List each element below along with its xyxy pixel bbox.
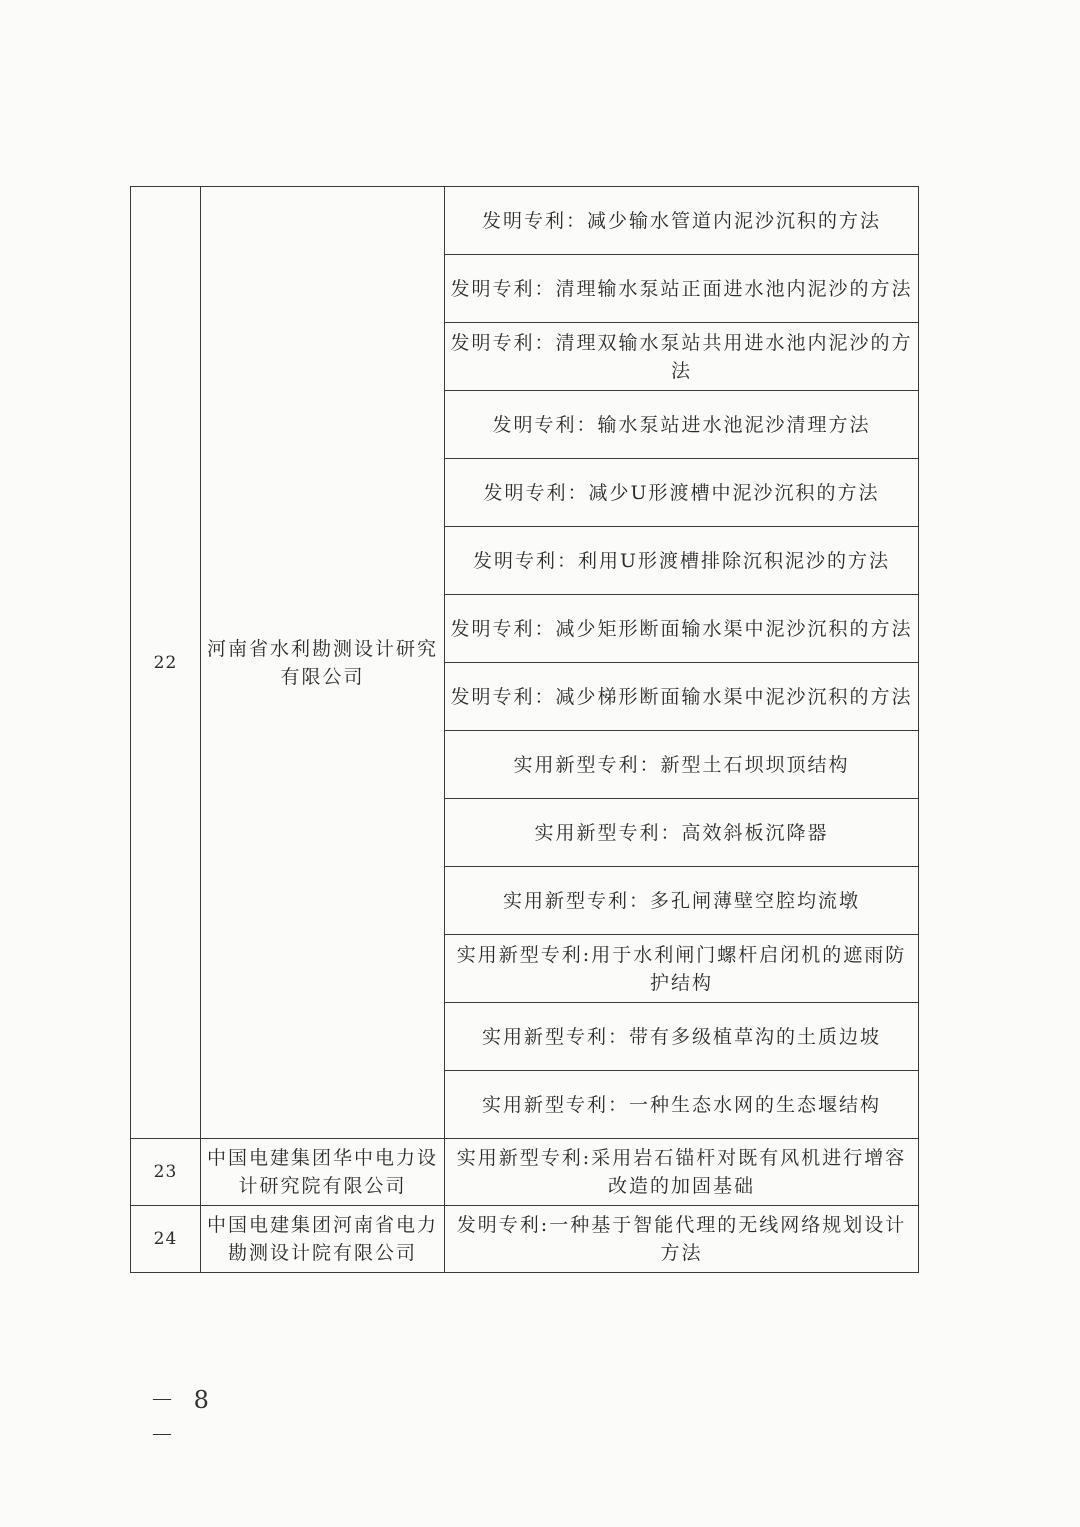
company-cell: 中国电建集团河南省电力勘测设计院有限公司	[201, 1206, 445, 1273]
patent-cell: 实用新型专利:采用岩石锚杆对既有风机进行增容改造的加固基础	[445, 1139, 919, 1206]
row-index-cell: 22	[131, 187, 201, 1139]
patent-cell: 实用新型专利：新型土石坝坝顶结构	[445, 731, 919, 799]
patent-cell: 实用新型专利：一种生态水网的生态堰结构	[445, 1071, 919, 1139]
page-number: － 8 －	[150, 1386, 215, 1449]
patent-cell: 实用新型专利：带有多级植草沟的土质边坡	[445, 1003, 919, 1071]
table-row	[131, 1139, 919, 1206]
patent-cell: 发明专利：利用U形渡槽排除沉积泥沙的方法	[445, 527, 919, 595]
patent-cell: 实用新型专利:用于水利闸门螺杆启闭机的遮雨防护结构	[445, 935, 919, 1003]
patent-cell: 实用新型专利：高效斜板沉降器	[445, 799, 919, 867]
patent-table	[130, 186, 919, 1273]
row-index-cell: 23	[131, 1139, 201, 1206]
table-row	[131, 187, 919, 255]
company-cell: 河南省水利勘测设计研究有限公司	[201, 187, 445, 1139]
patent-cell: 发明专利：输水泵站进水池泥沙清理方法	[445, 391, 919, 459]
patent-cell: 发明专利：清理双输水泵站共用进水池内泥沙的方法	[445, 323, 919, 391]
patent-cell: 发明专利：减少矩形断面输水渠中泥沙沉积的方法	[445, 595, 919, 663]
patent-cell: 发明专利：减少输水管道内泥沙沉积的方法	[445, 187, 919, 255]
patent-cell: 发明专利：清理输水泵站正面进水池内泥沙的方法	[445, 255, 919, 323]
row-index-cell: 24	[131, 1206, 201, 1273]
patent-cell: 发明专利：减少梯形断面输水渠中泥沙沉积的方法	[445, 663, 919, 731]
company-cell: 中国电建集团华中电力设计研究院有限公司	[201, 1139, 445, 1206]
patent-cell: 实用新型专利：多孔闸薄壁空腔均流墩	[445, 867, 919, 935]
patent-cell: 发明专利:一种基于智能代理的无线网络规划设计方法	[445, 1206, 919, 1273]
table-row	[131, 1206, 919, 1273]
patent-cell: 发明专利：减少U形渡槽中泥沙沉积的方法	[445, 459, 919, 527]
